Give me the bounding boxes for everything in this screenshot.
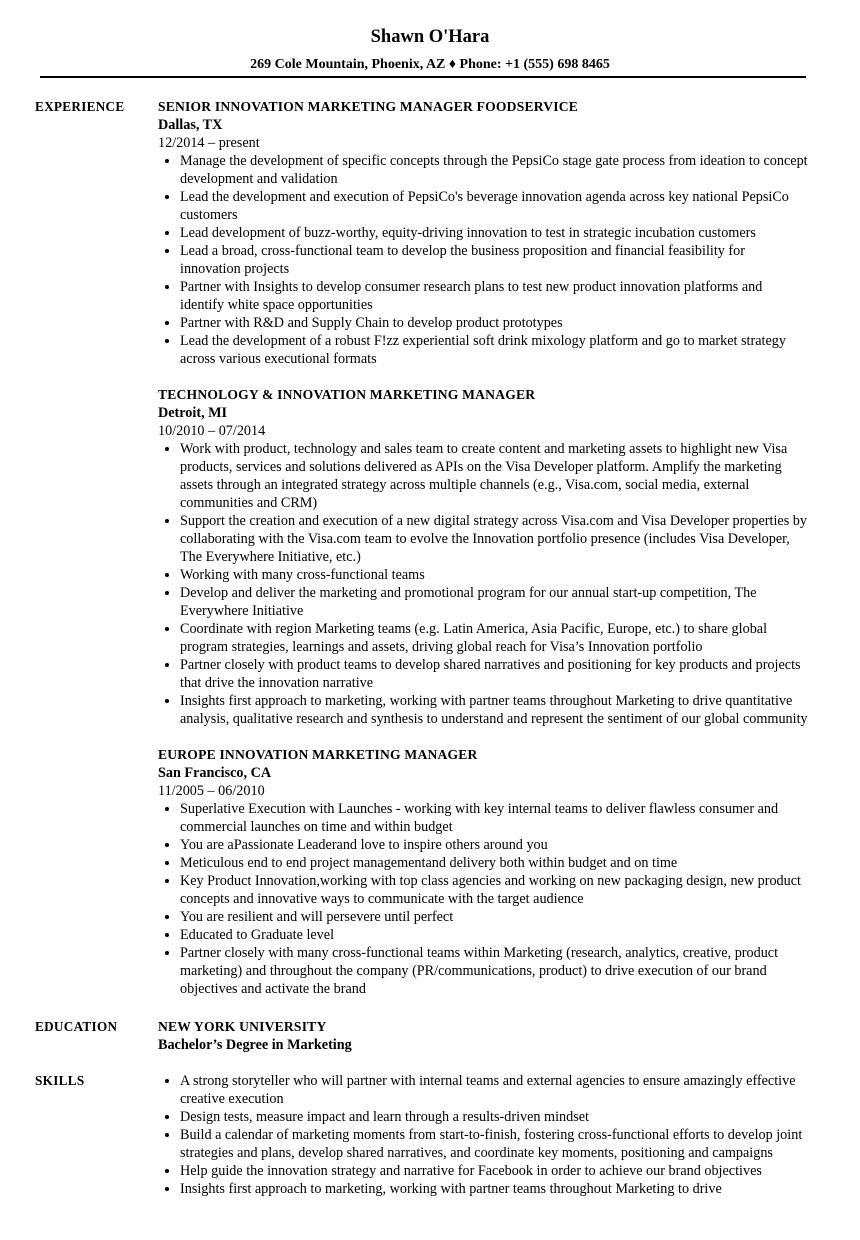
skills-section	[0, 1072, 860, 1198]
job-bullet: • Partner closely with product teams to develop shared narratives and positioning for key products and projects that drive the innovation narrative	[180, 656, 808, 692]
job-bullet: • Develop and deliver the marketing and promotional program for our annual start-up competition, The Everywhere Initiative	[180, 584, 808, 620]
skills-heading: SKILLS	[35, 1073, 85, 1088]
skills-list	[158, 1072, 808, 1198]
job-bullet: • Insights first approach to marketing, working with partner teams throughout Marketing to drive quantitative analysis, qualitative research and synthesis to understand and represent the sentiment of our global community	[180, 692, 808, 728]
job-bullet: • You are aPassionate Leaderand love to inspire others around you	[180, 836, 808, 854]
job-bullet: • Partner closely with many cross-functional teams within Marketing (research, analytics, creative, product marketing) and throughout the company (PR/communications, product) to drive execution of our brand objectives and activate the brand	[180, 944, 808, 998]
job-bullets	[158, 152, 808, 368]
job-bullets	[158, 800, 808, 998]
skills-body	[158, 1072, 808, 1198]
job-bullet: • Lead the development and execution of PepsiCo's beverage innovation agenda across key national PepsiCo customers	[180, 188, 808, 224]
job-location: San Francisco, CA	[158, 765, 272, 781]
job-bullets	[158, 440, 808, 728]
experience-heading: EXPERIENCE	[35, 99, 125, 114]
skill-item: • Help guide the innovation strategy and narrative for Facebook in order to achieve our brand objectives	[180, 1162, 808, 1180]
contact-line: 269 Cole Mountain, Phoenix, AZ ♦ Phone: +1 (555) 698 8465	[250, 57, 610, 72]
skill-item: • Insights first approach to marketing, working with partner teams throughout Marketing to drive	[180, 1180, 808, 1198]
job-dates: 11/2005 – 06/2010	[158, 783, 265, 799]
education-section	[0, 1018, 860, 1054]
skill-item: • Build a calendar of marketing moments from start-to-finish, fostering cross-functional efforts to develop joint strategies and plans, develop shared narratives, and coordinate key moments, positioning and campaigns	[180, 1126, 808, 1162]
school-name: NEW YORK UNIVERSITY	[158, 1019, 327, 1034]
skill-item: • A strong storyteller who will partner with internal teams and external agencies to ensure amazingly effective creative execution	[180, 1072, 808, 1108]
skill-item: • Design tests, measure impact and learn through a results-driven mindset	[180, 1108, 808, 1126]
job-dates: 12/2014 – present	[158, 135, 260, 151]
job-bullet: • Lead development of buzz-worthy, equity-driving innovation to test in strategic incubation customers	[180, 224, 808, 242]
resume-header	[0, 0, 860, 74]
resume-content	[0, 98, 860, 1198]
job-bullet: • Educated to Graduate level	[180, 926, 808, 944]
job-bullet: • Partner with Insights to develop consumer research plans to test new product innovation platforms and identify white space opportunities	[180, 278, 808, 314]
job-bullet: • Lead a broad, cross-functional team to develop the business proposition and financial feasibility for innovation projects	[180, 242, 808, 278]
job-entry	[158, 386, 808, 728]
job-location: Dallas, TX	[158, 117, 223, 133]
job-bullet: • Support the creation and execution of a new digital strategy across Visa.com and Visa Developer properties by collaborating with the Visa.com team to evolve the Innovation portfolio presence (includes Visa Developer, The Everywhere Initiative, etc.)	[180, 512, 808, 566]
candidate-name: Shawn O'Hara	[370, 27, 490, 47]
job-dates: 10/2010 – 07/2014	[158, 423, 266, 439]
job-bullet: • Work with product, technology and sales team to create content and marketing assets to highlight new Visa products, services and solutions delivered as APIs on the Visa Developer platform. Amplify the marketing assets through an integrated strategy across multiple channels (e.g., Visa.com, social media, external communities and CRM)	[180, 440, 808, 512]
header-divider	[40, 76, 806, 78]
degree-name: Bachelor’s Degree in Marketing	[158, 1037, 352, 1053]
education-body	[158, 1018, 808, 1054]
job-location: Detroit, MI	[158, 405, 228, 421]
job-bullet: • Meticulous end to end project managementand delivery both within budget and on time	[180, 854, 808, 872]
job-bullet: • Coordinate with region Marketing teams (e.g. Latin America, Asia Pacific, Europe, etc.) to share global program strategies, learnings and assets, driving global reach for Visa’s Innovation portfolio	[180, 620, 808, 656]
education-heading: EDUCATION	[35, 1019, 118, 1034]
experience-body	[158, 98, 808, 998]
job-bullet: • Lead the development of a robust F!zz experiential soft drink mixology platform and go to market strategy across various executional formats	[180, 332, 808, 368]
job-entry	[158, 98, 808, 368]
job-title: TECHNOLOGY & INNOVATION MARKETING MANAGER	[158, 387, 536, 402]
experience-section	[0, 98, 860, 998]
job-bullet: • Manage the development of specific concepts through the PepsiCo stage gate process from ideation to concept development and validation	[180, 152, 808, 188]
job-bullet: • You are resilient and will persevere until perfect	[180, 908, 808, 926]
job-title: EUROPE INNOVATION MARKETING MANAGER	[158, 747, 478, 762]
job-entry	[158, 746, 808, 998]
job-bullet: • Partner with R&D and Supply Chain to develop product prototypes	[180, 314, 808, 332]
job-title: SENIOR INNOVATION MARKETING MANAGER FOODSERVICE	[158, 99, 579, 114]
job-bullet: • Working with many cross-functional teams	[180, 566, 808, 584]
job-bullet: • Key Product Innovation,working with top class agencies and working on new packaging design, new product concepts and innovative ways to communicate with the target audience	[180, 872, 808, 908]
job-bullet: • Superlative Execution with Launches - working with key internal teams to deliver flawless consumer and commercial launches on time and within budget	[180, 800, 808, 836]
